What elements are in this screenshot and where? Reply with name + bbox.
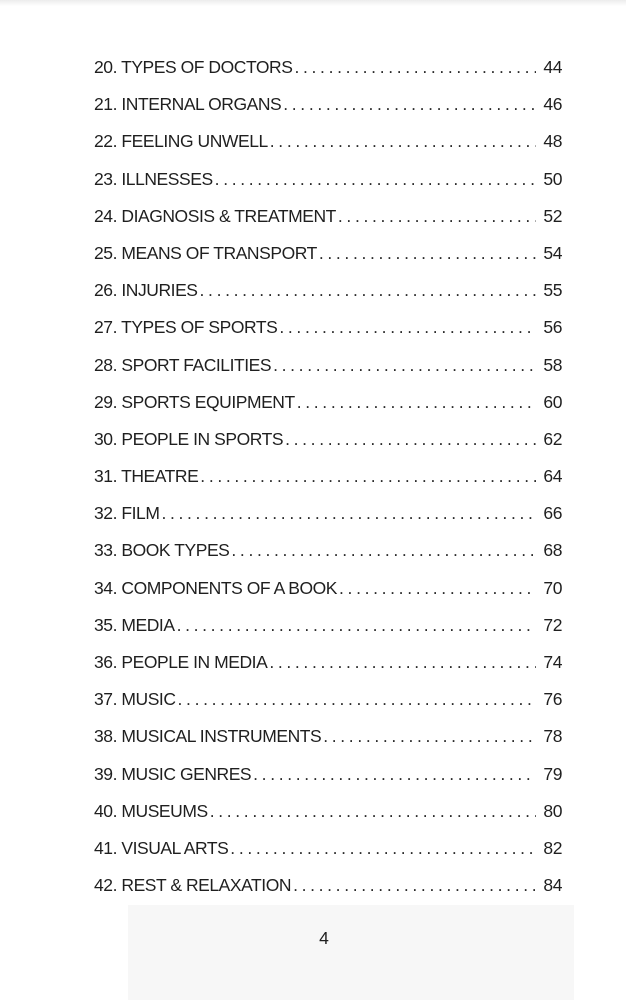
- toc-entry-page: 50: [543, 168, 562, 189]
- toc-entry-page: 66: [543, 503, 562, 524]
- toc-entry-title: 33. BOOK TYPES: [94, 540, 230, 561]
- table-of-contents: [94, 57, 562, 912]
- toc-entry-title: 39. MUSIC GENRES: [94, 763, 252, 784]
- toc-entry: [94, 838, 562, 875]
- toc-entry: [94, 429, 562, 466]
- toc-entry-page: 48: [543, 131, 562, 152]
- toc-entry-page: 78: [543, 726, 562, 747]
- toc-entry-title: 24. DIAGNOSIS & TREATMENT: [94, 205, 336, 226]
- toc-entry: [94, 169, 562, 206]
- toc-entry-title: 37. MUSIC: [94, 689, 176, 710]
- toc-entry: [94, 652, 562, 689]
- toc-entry-title: 20. TYPES OF DOCTORS: [94, 57, 293, 77]
- toc-dot-leader: [294, 57, 536, 78]
- toc-entry: [94, 540, 562, 577]
- toc-entry-page: 82: [543, 837, 562, 858]
- toc-entry-title: 21. INTERNAL ORGANS: [94, 94, 282, 115]
- toc-entry-page: 46: [543, 94, 562, 115]
- toc-entry-title: 27. TYPES OF SPORTS: [94, 317, 278, 338]
- toc-dot-leader: [293, 875, 536, 896]
- toc-entry: [94, 503, 562, 540]
- toc-entry-page: 64: [543, 466, 562, 487]
- toc-entry-page: 70: [543, 577, 562, 598]
- toc-dot-leader: [231, 540, 536, 561]
- toc-entry-title: 36. PEOPLE IN MEDIA: [94, 652, 268, 672]
- toc-entry: [94, 764, 562, 801]
- toc-dot-leader: [273, 355, 536, 376]
- toc-entry-page: 54: [543, 242, 562, 263]
- toc-dot-leader: [319, 243, 536, 264]
- toc-entry-page: 84: [543, 875, 562, 896]
- toc-entry-page: 72: [543, 614, 562, 635]
- toc-entry-title: 22. FEELING UNWELL: [94, 131, 268, 152]
- page-number: 4: [319, 928, 329, 948]
- toc-dot-leader: [323, 726, 536, 747]
- toc-entry-title: 31. THEATRE: [94, 466, 199, 487]
- toc-entry-page: 62: [543, 428, 562, 449]
- toc-entry: [94, 578, 562, 615]
- toc-entry: [94, 94, 562, 131]
- toc-entry: [94, 206, 562, 243]
- toc-entry-page: 79: [543, 763, 562, 784]
- toc-entry-title: 26. INJURIES: [94, 280, 198, 301]
- toc-entry-title: 42. REST & RELAXATION: [94, 875, 292, 896]
- page-bottom-shade: [128, 905, 574, 1000]
- toc-entry: [94, 243, 562, 280]
- toc-entry-title: 25. MEANS OF TRANSPORT: [94, 242, 317, 263]
- toc-entry-title: 23. ILLNESSES: [94, 168, 213, 189]
- toc-entry-page: 60: [543, 391, 562, 412]
- toc-entry-page: 52: [543, 205, 562, 226]
- toc-entry: [94, 131, 562, 168]
- toc-dot-leader: [270, 131, 536, 152]
- toc-entry-title: 34. COMPONENTS OF A BOOK: [94, 577, 338, 598]
- toc-entry-page: 80: [543, 800, 562, 821]
- toc-entry-page: 68: [543, 540, 562, 561]
- toc-dot-leader: [338, 206, 536, 227]
- toc-entry: [94, 466, 562, 503]
- toc-entry-title: 35. MEDIA: [94, 614, 175, 635]
- toc-dot-leader: [177, 615, 536, 636]
- toc-entry-page: 74: [543, 652, 562, 672]
- toc-entry: [94, 57, 562, 94]
- toc-entry: [94, 615, 562, 652]
- toc-dot-leader: [269, 652, 536, 673]
- toc-entry-page: 44: [543, 57, 562, 77]
- toc-dot-leader: [230, 838, 536, 859]
- toc-dot-leader: [161, 503, 536, 524]
- toc-entry-title: 30. PEOPLE IN SPORTS: [94, 428, 284, 449]
- toc-entry-title: 28. SPORT FACILITIES: [94, 354, 272, 375]
- toc-entry-title: 32. FILM: [94, 503, 160, 524]
- toc-dot-leader: [210, 801, 536, 822]
- toc-entry-page: 56: [543, 317, 562, 338]
- toc-dot-leader: [297, 392, 536, 413]
- toc-dot-leader: [339, 578, 536, 599]
- toc-dot-leader: [200, 466, 536, 487]
- toc-entry-title: 41. VISUAL ARTS: [94, 837, 229, 858]
- toc-entry-page: 76: [543, 689, 562, 710]
- toc-dot-leader: [253, 764, 536, 785]
- toc-entry-page: 55: [543, 280, 562, 301]
- toc-dot-leader: [178, 689, 536, 710]
- toc-entry: [94, 317, 562, 354]
- toc-dot-leader: [283, 94, 536, 115]
- toc-entry: [94, 801, 562, 838]
- toc-entry: [94, 875, 562, 912]
- toc-entry-title: 29. SPORTS EQUIPMENT: [94, 391, 295, 412]
- toc-entry: [94, 726, 562, 763]
- toc-entry-title: 40. MUSEUMS: [94, 800, 208, 821]
- toc-dot-leader: [285, 429, 536, 450]
- toc-entry-title: 38. MUSICAL INSTRUMENTS: [94, 726, 322, 747]
- toc-entry: [94, 280, 562, 317]
- toc-entry: [94, 392, 562, 429]
- page-top-edge: [0, 0, 626, 6]
- toc-entry: [94, 355, 562, 392]
- toc-dot-leader: [215, 169, 536, 190]
- toc-dot-leader: [279, 317, 536, 338]
- toc-entry-page: 58: [543, 354, 562, 375]
- toc-entry: [94, 689, 562, 726]
- toc-dot-leader: [200, 280, 536, 301]
